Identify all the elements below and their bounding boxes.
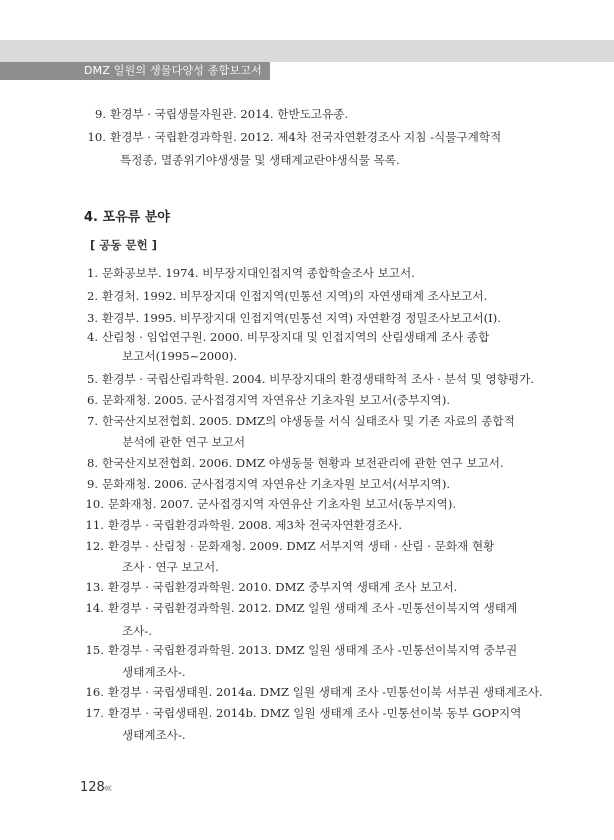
ref-text: 문화공보부. 1974. 비무장지대인접지역 종합학술조사 보고서. xyxy=(102,266,415,280)
ref-number: 17. xyxy=(85,706,104,720)
ref-text-continued: 생태계조사-. xyxy=(122,728,186,742)
ref-number: 13. xyxy=(85,580,104,594)
ref-text-continued: 특정종, 멸종위기야생생물 및 생태계교란야생식물 목록. xyxy=(120,153,400,167)
ref-number: 1. xyxy=(86,266,98,280)
ref-text: 환경부. 1995. 비무장지대 인접지역(민통선 지역) 자연환경 정밀조사보고서(Ⅰ). xyxy=(102,311,501,325)
ref-text: 환경부 · 국립생태원. 2014b. DMZ 일원 생태계 조사 -민통선이북 동부 GOP지역 xyxy=(108,706,522,720)
top-ref-10 xyxy=(87,130,502,167)
chevrons-icon: ‹‹‹ xyxy=(103,781,110,796)
ref-text: 한국산지보전협회. 2006. DMZ 야생동물 현황과 보전관리에 관한 연구 보고서. xyxy=(102,456,504,470)
ref-3 xyxy=(86,311,501,326)
ref-text: 환경부 · 국립생태원. 2014a. DMZ 일원 생태계 조사 -민통선이북 서부권 생태계조사. xyxy=(108,685,543,699)
ref-text: 산림청 · 임업연구원. 2000. 비무장지대 및 인접지역의 산림생태계 조사 종합 xyxy=(102,330,490,344)
ref-1 xyxy=(86,266,415,281)
ref-17 xyxy=(85,706,522,742)
ref-text-continued: 분석에 관한 연구 보고서 xyxy=(122,435,246,449)
ref-14 xyxy=(85,601,518,638)
ref-text: 환경부 · 국립환경과학원. 2010. DMZ 중부지역 생태계 조사 보고서. xyxy=(108,580,458,594)
ref-text: 환경부 · 국립환경과학원. 2013. DMZ 일원 생태계 조사 -민통선이북지역 중부권 xyxy=(108,643,518,657)
ref-4 xyxy=(86,330,490,363)
ref-number: 10. xyxy=(87,130,106,144)
ref-8 xyxy=(86,456,504,471)
ref-text: 환경부 · 국립환경과학원. 2012. DMZ 일원 생태계 조사 -민통선이북지역 생태계 xyxy=(108,601,518,615)
ref-2 xyxy=(86,289,488,304)
ref-number: 8. xyxy=(86,456,98,470)
ref-text: 환경부 · 국립산림과학원. 2004. 비무장지대의 환경생태학적 조사 · 분석 및 영향평가. xyxy=(102,372,534,386)
ref-13 xyxy=(85,580,458,595)
ref-number: 3. xyxy=(86,311,98,325)
ref-text: 환경부 · 국립환경과학원. 2012. 제4차 전국자연환경조사 지침 -식물구계학적 xyxy=(110,130,502,144)
ref-number: 16. xyxy=(85,685,104,699)
ref-text: 한국산지보전협회. 2005. DMZ의 야생동물 서식 실태조사 및 기존 자료의 종합적 xyxy=(102,414,515,428)
ref-number: 2. xyxy=(86,289,98,303)
ref-number: 14. xyxy=(85,601,104,615)
ref-text: 환경부 · 산림청 · 문화재청. 2009. DMZ 서부지역 생태 · 산림 · 문화재 현황 xyxy=(108,539,495,553)
page-number: 128 xyxy=(80,780,105,795)
ref-5 xyxy=(86,372,534,387)
ref-text: 문화재청. 2005. 군사접경지역 자연유산 기초자원 보고서(중부지역). xyxy=(102,393,451,407)
ref-text: 환경부 · 국립환경과학원. 2008. 제3차 전국자연환경조사. xyxy=(108,518,403,532)
ref-number: 11. xyxy=(85,518,104,532)
ref-7 xyxy=(86,414,515,449)
ref-text-continued: 생태계조사-. xyxy=(122,665,186,679)
ref-number: 5. xyxy=(86,372,98,386)
ref-number: 10. xyxy=(85,497,104,511)
top-ref-9 xyxy=(94,107,349,122)
ref-text: 환경부 · 국립생물자원관. 2014. 한반도고유종. xyxy=(110,107,349,121)
ref-number: 9. xyxy=(86,477,98,491)
subsection-heading: [ 공동 문헌 ] xyxy=(90,238,157,252)
ref-number: 9. xyxy=(94,107,106,121)
section-heading: 4. 포유류 분야 xyxy=(84,210,170,225)
ref-text: 문화재청. 2006. 군사접경지역 자연유산 기초자원 보고서(서부지역). xyxy=(102,477,451,491)
ref-number: 6. xyxy=(86,393,98,407)
ref-text-continued: 조사-. xyxy=(122,624,153,638)
ref-number: 7. xyxy=(86,414,98,428)
ref-number: 12. xyxy=(85,539,104,553)
ref-text-continued: 조사 · 연구 보고서. xyxy=(122,560,219,574)
ref-text-continued: 보고서(1995~2000). xyxy=(122,349,238,363)
ref-text: 문화재청. 2007. 군사접경지역 자연유산 기초자원 보고서(동부지역). xyxy=(108,497,457,511)
ref-10 xyxy=(85,497,457,512)
ref-number: 15. xyxy=(85,643,104,657)
ref-9 xyxy=(86,477,451,492)
ref-11 xyxy=(85,518,403,533)
ref-6 xyxy=(86,393,451,408)
ref-number: 4. xyxy=(86,330,98,344)
running-header-title: DMZ 일원의 생물다양성 종합보고서 xyxy=(84,64,262,77)
ref-text: 환경처. 1992. 비무장지대 인접지역(민통선 지역)의 자연생태계 조사보고서. xyxy=(102,289,488,303)
header-band xyxy=(0,40,614,62)
ref-12 xyxy=(85,539,495,574)
ref-15 xyxy=(85,643,518,679)
ref-16 xyxy=(85,685,543,700)
